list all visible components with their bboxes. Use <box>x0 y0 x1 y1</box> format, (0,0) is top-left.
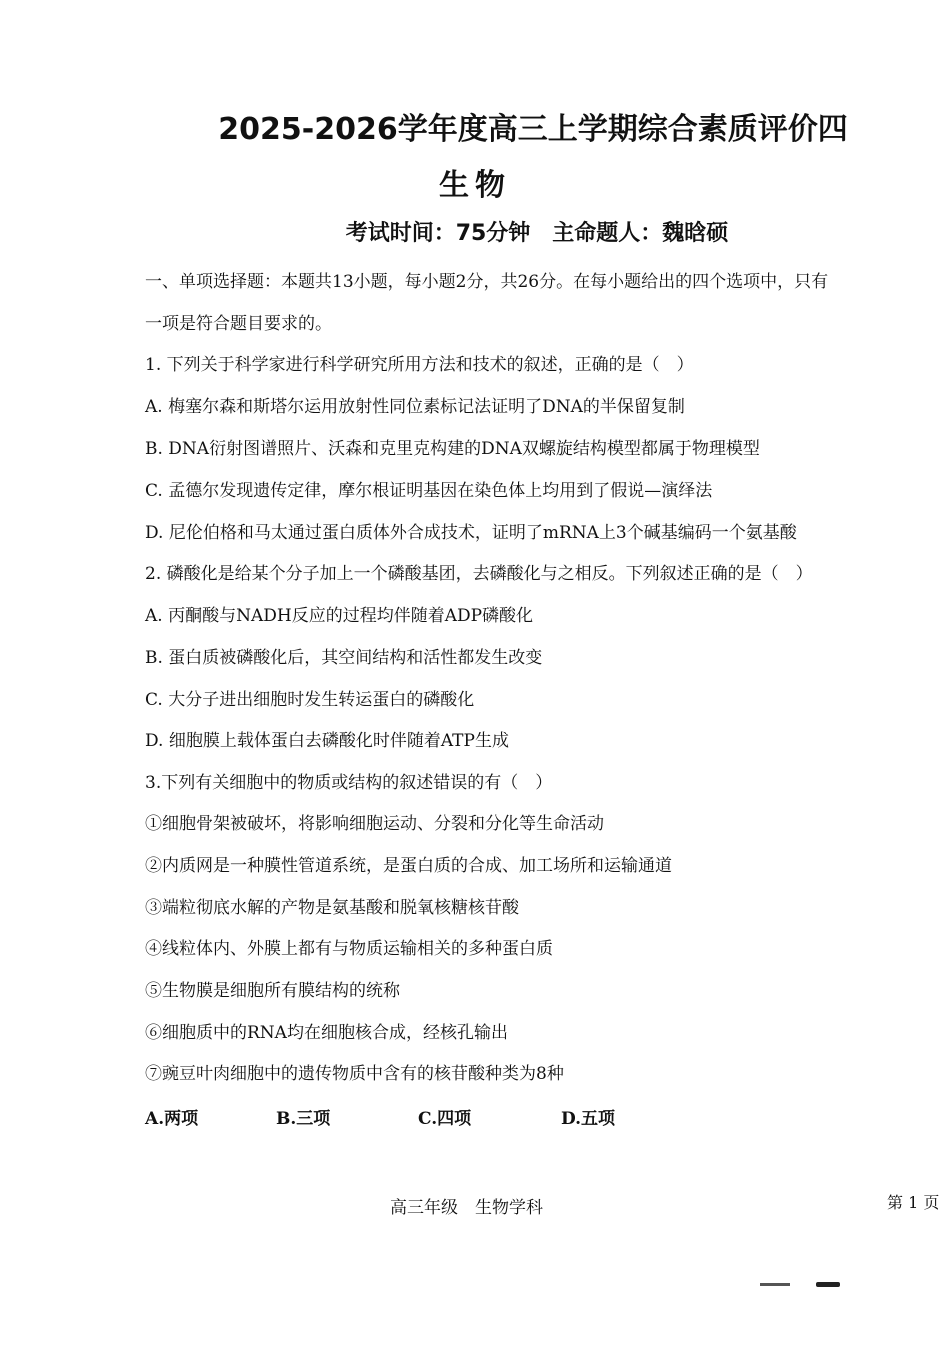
question-2-option-d: D. 细胞膜上载体蛋白去磷酸化时伴随着ATP生成 <box>145 731 509 751</box>
question-3-option-c: C.四项 <box>418 1109 472 1129</box>
section-instructions-line-2: 一项是符合题目要求的。 <box>145 314 332 334</box>
question-3-statement-2: ②内质网是一种膜性管道系统，是蛋白质的合成、加工场所和运输通道 <box>145 856 672 876</box>
question-3-statement-3: ③端粒彻底水解的产物是氨基酸和脱氧核糖核苷酸 <box>145 898 519 918</box>
question-3-statement-1: ①细胞骨架被破坏，将影响细胞运动、分裂和分化等生命活动 <box>145 814 604 834</box>
question-3-statement-7: ⑦豌豆叶肉细胞中的遗传物质中含有的核苷酸种类为8种 <box>145 1064 564 1084</box>
question-3-option-b: B.三项 <box>276 1109 331 1129</box>
exam-info: 考试时间：75分钟 主命题人：魏晗硕 <box>345 221 729 246</box>
section-instructions-line-1: 一、单项选择题：本题共13小题，每小题2分，共26分。在每小题给出的四个选项中，只有 <box>145 272 829 292</box>
question-2-option-b: B. 蛋白质被磷酸化后，其空间结构和活性都发生改变 <box>145 648 543 668</box>
page-footer: 高三年级 生物学科 <box>390 1198 543 1218</box>
question-1-option-b: B. DNA衍射图谱照片、沃森和克里克构建的DNA双螺旋结构模型都属于物理模型 <box>145 439 760 459</box>
question-3-statement-5: ⑤生物膜是细胞所有膜结构的统称 <box>145 981 400 1001</box>
question-2-stem: 2. 磷酸化是给某个分子加上一个磷酸基团，去磷酸化与之相反。下列叙述正确的是（ ） <box>145 564 813 584</box>
question-1-option-a: A. 梅塞尔森和斯塔尔运用放射性同位素标记法证明了DNA的半保留复制 <box>145 397 685 417</box>
subject-title: 生物 <box>439 168 511 203</box>
question-2-option-c: C. 大分子进出细胞时发生转运蛋白的磷酸化 <box>145 690 475 710</box>
exam-title: 2025-2026学年度高三上学期综合素质评价四 <box>218 112 848 147</box>
page-number: 第 1 页 <box>887 1193 940 1212</box>
question-1-option-c: C. 孟德尔发现遗传定律，摩尔根证明基因在染色体上均用到了假说—演绎法 <box>145 481 713 501</box>
question-3-option-d: D.五项 <box>561 1109 616 1129</box>
question-3-option-a: A.两项 <box>145 1109 199 1129</box>
scan-corner-mark <box>760 1282 840 1288</box>
question-3-statement-6: ⑥细胞质中的RNA均在细胞核合成，经核孔输出 <box>145 1023 508 1043</box>
question-2-option-a: A. 丙酮酸与NADH反应的过程均伴随着ADP磷酸化 <box>145 606 534 626</box>
question-3-stem: 3.下列有关细胞中的物质或结构的叙述错误的有（ ） <box>145 773 553 793</box>
question-1-option-d: D. 尼伦伯格和马太通过蛋白质体外合成技术，证明了mRNA上3个碱基编码一个氨基酸 <box>145 523 797 543</box>
question-1-stem: 1. 下列关于科学家进行科学研究所用方法和技术的叙述，正确的是（ ） <box>145 355 694 375</box>
question-3-statement-4: ④线粒体内、外膜上都有与物质运输相关的多种蛋白质 <box>145 939 553 959</box>
